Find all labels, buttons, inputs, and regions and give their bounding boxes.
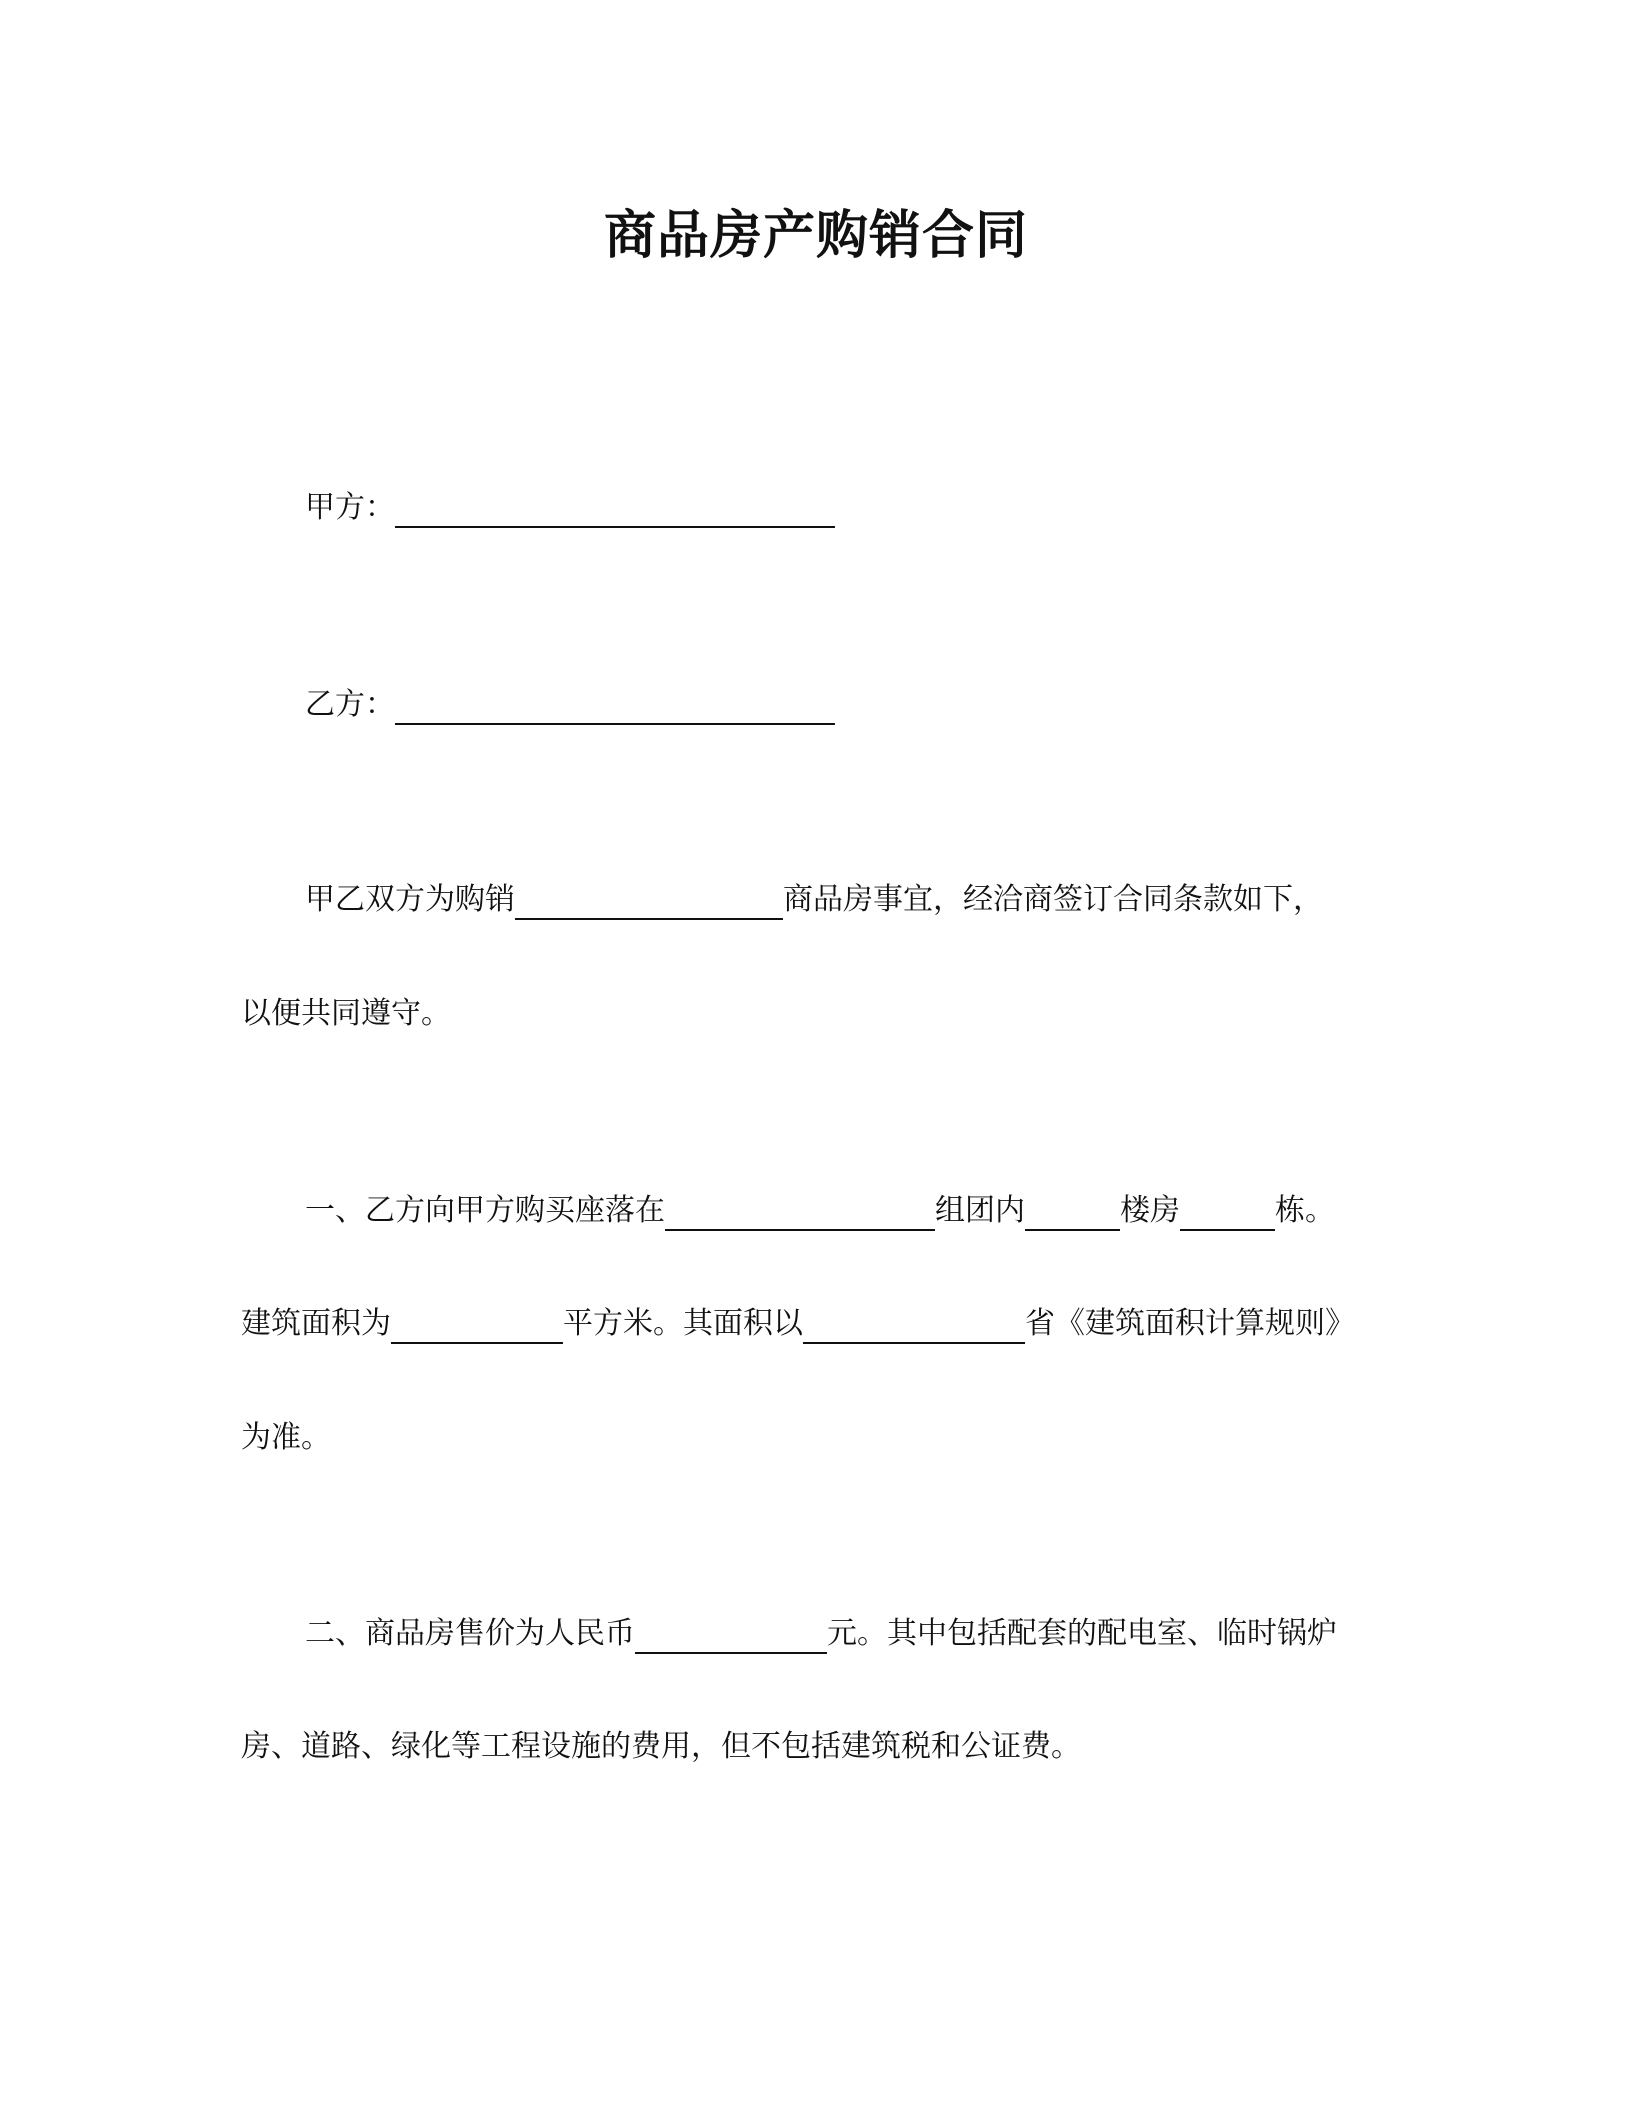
clause-1-line-2	[241, 1298, 1355, 1350]
party-a-label: 甲方：	[305, 490, 395, 525]
intro-text-3: 以便共同遵守。	[241, 996, 451, 1031]
party-a-blank[interactable]	[395, 486, 835, 528]
area-blank[interactable]	[391, 1302, 563, 1344]
clause-1-text-7: 省《建筑面积计算规则》	[1025, 1306, 1355, 1341]
clause-1-text-2: 组团内	[935, 1193, 1025, 1228]
clause-1-text-8: 为准。	[241, 1420, 331, 1455]
price-blank[interactable]	[635, 1612, 827, 1654]
intro-line-1	[305, 874, 1323, 926]
building-blank[interactable]	[1025, 1189, 1120, 1231]
party-b-line	[305, 679, 835, 731]
clause-1-text-5: 建筑面积为	[241, 1306, 391, 1341]
clause-1-line-3	[241, 1412, 331, 1464]
province-blank[interactable]	[803, 1302, 1025, 1344]
party-a-line	[305, 482, 835, 534]
clause-1-text-3: 楼房	[1120, 1193, 1180, 1228]
clause-1-text-4: 栋。	[1275, 1193, 1335, 1228]
document-title: 商品房产购销合同	[603, 206, 1028, 266]
clause-1-text-1: 一、乙方向甲方购买座落在	[305, 1193, 665, 1228]
clause-1-line-1	[305, 1185, 1335, 1237]
intro-text-1: 甲乙双方为购销	[305, 882, 515, 917]
clause-1-text-6: 平方米。其面积以	[563, 1306, 803, 1341]
location-blank[interactable]	[665, 1189, 935, 1231]
intro-line-2	[241, 988, 451, 1040]
clause-2-line-1	[305, 1608, 1337, 1660]
clause-2-text-1: 二、商品房售价为人民币	[305, 1616, 635, 1651]
unit-count-blank[interactable]	[1180, 1189, 1275, 1231]
clause-2-text-2: 元。其中包括配套的配电室、临时锅炉	[827, 1616, 1337, 1651]
intro-property-blank[interactable]	[515, 878, 783, 920]
party-b-label: 乙方：	[305, 687, 395, 722]
party-b-blank[interactable]	[395, 683, 835, 725]
clause-2-line-2	[241, 1721, 1081, 1773]
clause-2-text-3: 房、道路、绿化等工程设施的费用，但不包括建筑税和公证费。	[241, 1729, 1081, 1764]
intro-text-2: 商品房事宜，经洽商签订合同条款如下，	[783, 882, 1323, 917]
